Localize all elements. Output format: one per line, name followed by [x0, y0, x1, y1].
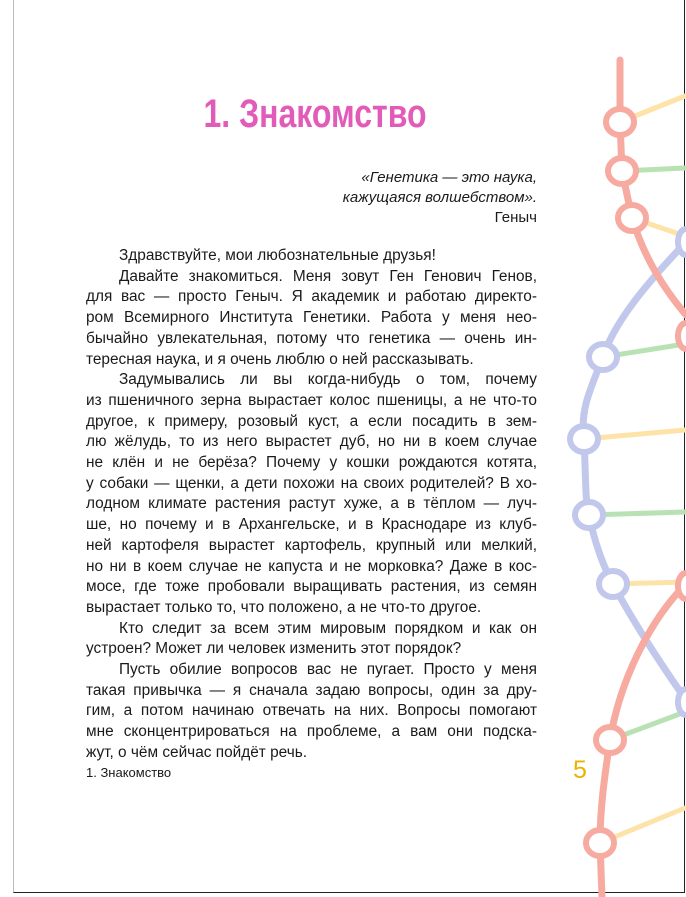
paragraph-line: тересная наука, и я очень люблю о ней рассказывать. — [86, 350, 474, 368]
running-footer: 1. Знакомство — [86, 765, 172, 780]
paragraph-line: Здравствуйте, мои любознательные друзья! — [119, 247, 436, 264]
dna-strand-blue — [583, 242, 686, 700]
dna-node — [678, 573, 686, 599]
paragraph-line: мосе, где тоже пробовали выращивать растения, из семян — [86, 578, 537, 596]
paragraph-line: Кто следит за всем этим мировым порядком и как он — [119, 619, 537, 637]
paragraph-line: мне сконцентрироваться на проблеме, а вам они подска- — [86, 723, 537, 741]
paragraph-line: устроен? Может ли человек изменить этот порядок? — [86, 640, 462, 658]
paragraph-line: Пусть обилие вопросов вас не пугает. Просто у меня — [119, 661, 537, 679]
dna-node — [575, 502, 603, 528]
epigraph-author: Геныч — [494, 209, 537, 226]
dna-node — [678, 323, 686, 349]
dna-node — [608, 158, 636, 184]
dna-node — [606, 109, 634, 135]
epigraph-line: кажущаяся волшебством». — [342, 189, 537, 206]
paragraph-line: бычайно увлекательная, потому что генетика — очень ин- — [86, 329, 537, 347]
paragraph-line: жут, о чём сейчас пойдёт речь. — [86, 743, 308, 761]
epigraph-line: «Генетика — это наука, — [361, 169, 537, 186]
dna-node — [678, 229, 686, 255]
paragraph-line: лю жёлудь, то из него вырастет дуб, но ни в коем случае — [86, 433, 537, 451]
paragraph-line: ше, но почему и в Архангельске, и в Краснодаре из клуб- — [86, 516, 537, 534]
paragraph-line: из пшеничного зерна вырастает колос пшеницы, а не что-то — [86, 391, 537, 409]
dna-node — [618, 205, 646, 231]
paragraph-line: но ни в коем случае не капуста и не морковка? Даже в кос- — [86, 557, 537, 575]
body-text — [86, 246, 537, 764]
paragraph-line: вырастает только то, что положено, а не что-то другое. — [86, 598, 482, 616]
dna-node — [589, 344, 617, 370]
paragraph-line: другое, к примеру, розовый куст, а если посадить в зем- — [86, 412, 537, 430]
page-number: 5 — [573, 756, 587, 784]
paragraph-line: такая привычка — я сначала задаю вопросы, один за дру- — [86, 681, 537, 699]
paragraph-line: Задумывались ли вы когда-нибудь о том, почему — [119, 371, 537, 389]
paragraph-line: лодном климате растения растут хуже, а в тёплом — луч- — [86, 495, 537, 513]
paragraph-line: ром Всемирного Института Генетики. Работа у меня нео- — [86, 309, 537, 327]
paragraph-line: не клён и не берёза? Почему у кошки рождаются котята, — [86, 454, 537, 472]
dna-node — [596, 727, 624, 753]
paragraph-line: ней картофеля вырастет картофель, крупный или мелкий, — [86, 536, 537, 554]
paragraph-line: гим, а потом начинаю отвечать на них. Вопросы помогают — [86, 702, 537, 720]
dna-node — [599, 571, 627, 597]
dna-node — [678, 689, 686, 715]
paragraph-line: у собаки — щенки, а дети похожи на своих родителей? В хо- — [86, 474, 537, 492]
chapter-title: 1. Знакомство — [203, 92, 427, 136]
paragraph-line: Давайте знакомиться. Меня зовут Ген Генович Генов, — [119, 267, 537, 285]
dna-node — [570, 426, 598, 452]
dna-node — [586, 830, 614, 856]
epigraph — [343, 168, 537, 228]
paragraph-line: для вас — просто Геныч. Я академик и работаю директо- — [86, 288, 537, 306]
